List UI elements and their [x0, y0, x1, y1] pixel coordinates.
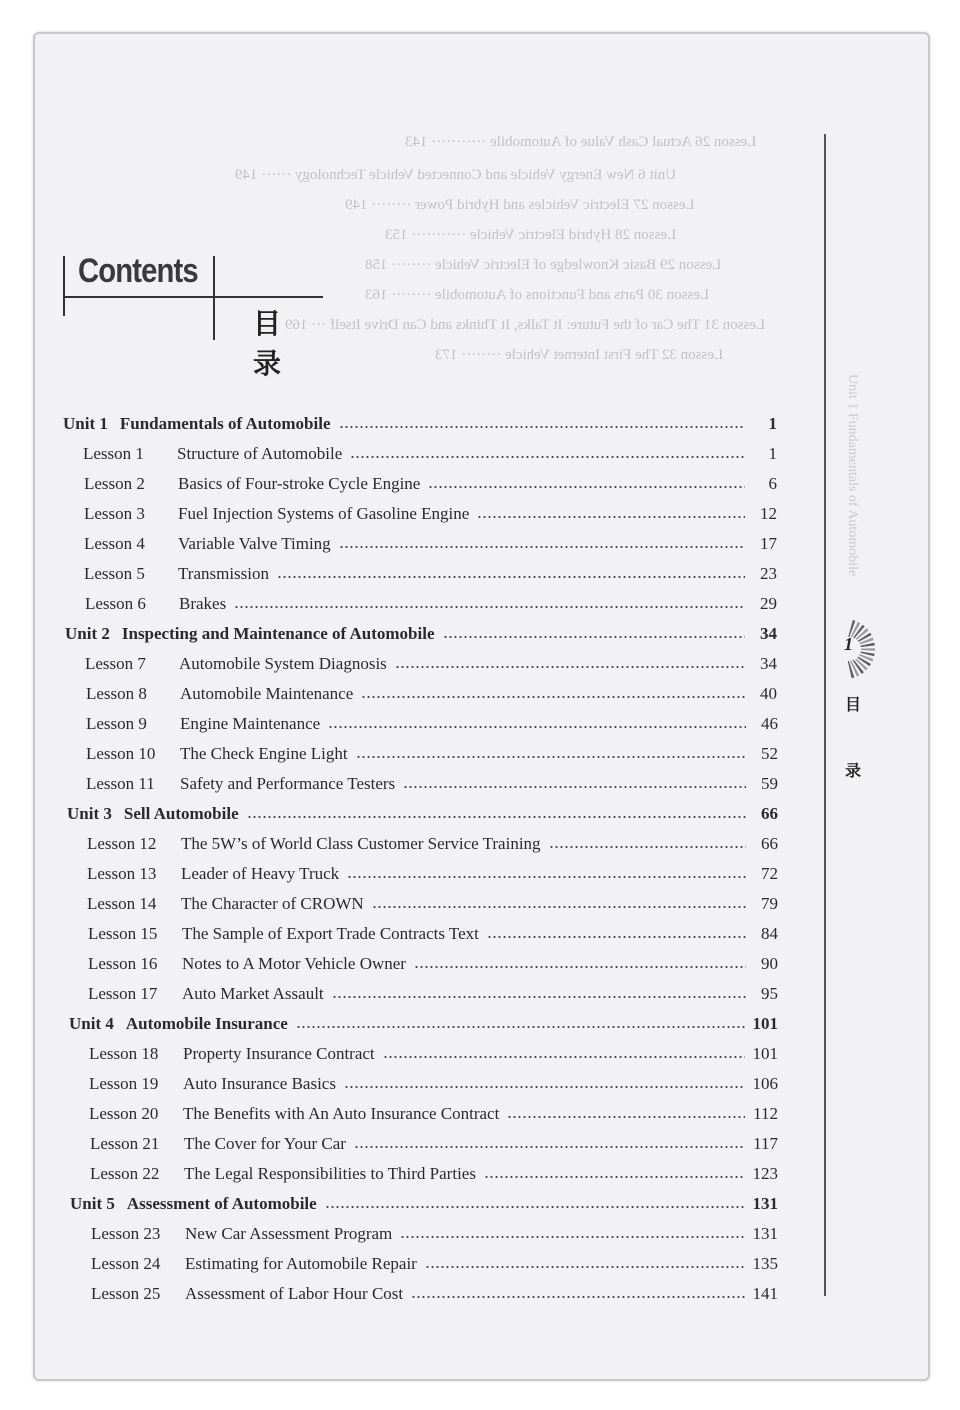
dot-leader: [356, 755, 746, 759]
page-number: 131: [752, 1194, 778, 1213]
dot-leader: [354, 1145, 745, 1149]
page-number: 46: [761, 714, 778, 733]
unit-number: Unit 1: [63, 414, 108, 433]
page-number: 72: [761, 864, 778, 883]
page-number: 95: [761, 984, 778, 1003]
dot-leader: [296, 1025, 745, 1029]
lesson-title: Automobile Maintenance: [180, 684, 354, 703]
dot-leader: [339, 425, 745, 429]
lesson-number: Lesson 22: [90, 1164, 160, 1183]
lesson-number: Lesson 15: [88, 924, 158, 943]
header-rule-horizontal: [63, 296, 323, 298]
unit-number: Unit 3: [67, 804, 112, 823]
lesson-number: Lesson 17: [88, 984, 158, 1003]
toc-unit-row: [70, 1192, 778, 1216]
toc-lesson-row: [86, 742, 778, 766]
lesson-number: Lesson 7: [85, 654, 146, 673]
lesson-number: Lesson 19: [89, 1074, 159, 1093]
lesson-title: The Check Engine Light: [180, 744, 348, 763]
shell-icon: [833, 616, 899, 682]
dot-leader: [487, 935, 746, 939]
dot-leader: [411, 1295, 744, 1299]
unit-number: Unit 5: [70, 1194, 115, 1213]
lesson-number: Lesson 21: [90, 1134, 160, 1153]
lesson-title: Auto Market Assault: [182, 984, 324, 1003]
unit-title: Sell Automobile: [123, 804, 239, 823]
lesson-title: Automobile System Diagnosis: [179, 654, 387, 673]
dot-leader: [507, 1115, 745, 1119]
lesson-number: Lesson 12: [87, 834, 157, 853]
page-number: 52: [761, 744, 778, 763]
lesson-number: Lesson 16: [88, 954, 158, 973]
lesson-title: Assessment of Labor Hour Cost: [185, 1284, 404, 1303]
dot-leader: [414, 965, 746, 969]
lesson-number: Lesson 6: [85, 594, 146, 613]
toc-lesson-row: [83, 442, 777, 466]
lesson-number: Lesson 8: [86, 684, 147, 703]
lesson-number: Lesson 13: [87, 864, 157, 883]
header-rule-middle: [213, 256, 215, 340]
unit-number: Unit 2: [65, 624, 110, 643]
dot-leader: [383, 1055, 745, 1059]
page-number: 34: [760, 624, 777, 643]
lesson-title: The Benefits with An Auto Insurance Contract: [183, 1104, 500, 1123]
dot-leader: [332, 995, 746, 999]
lesson-number: Lesson 20: [89, 1104, 159, 1123]
page-title-en: Contents: [78, 252, 198, 290]
dot-leader: [339, 545, 745, 549]
toc-lesson-row: [91, 1282, 778, 1306]
toc-lesson-row: [87, 892, 778, 916]
lesson-title: Engine Maintenance: [180, 714, 321, 733]
page-number: 59: [761, 774, 778, 793]
show-through-text: Lesson 26 Actual Cash Value of Automobile ··········· 143 Unit 6 New Energy Vehicle and Connected Vehicle Technology ······ 149 Lesson 27 Electric Vehicles and Hybrid Power ········ 149 Lesson 28 Hybrid Electric Vehicle ··········· 153 Lesson 29 Basic Knowledge of Electric Vehicle ········ 158 Lesson 30 Parts and Functions of Automobile ········ 163 Lesson 31 The Car of the Future: It Talks, It Thinks and Can Drive Itself ··· 169 Lesson 32 The First Internet Vehicle ········ 173: [235, 134, 766, 363]
toc-lesson-row: [87, 862, 778, 886]
dot-leader: [234, 605, 745, 609]
show-through-vertical-text: Unit 1 Fundamentals of Automobile: [845, 374, 860, 577]
lesson-number: Lesson 2: [84, 474, 145, 493]
dot-leader: [247, 815, 746, 819]
page-number: 17: [760, 534, 777, 553]
page-number: 34: [760, 654, 777, 673]
dot-leader: [395, 665, 745, 669]
page-number: 101: [752, 1014, 778, 1033]
page-number: 84: [761, 924, 778, 943]
lesson-number: Lesson 23: [91, 1224, 161, 1243]
vertical-rule: [824, 134, 826, 1296]
lesson-title: Basics of Four-stroke Cycle Engine: [178, 474, 421, 493]
toc-lesson-row: [84, 562, 777, 586]
unit-title: Fundamentals of Automobile: [119, 414, 331, 433]
lesson-title: Transmission: [178, 564, 270, 583]
lesson-title: The Legal Responsibilities to Third Parties: [184, 1164, 476, 1183]
toc-lesson-row: [86, 772, 778, 796]
toc-unit-row: [67, 802, 778, 826]
lesson-title: Property Insurance Contract: [183, 1044, 375, 1063]
toc-lesson-row: [87, 832, 778, 856]
dot-leader: [328, 725, 746, 729]
side-page-number: 1: [844, 634, 853, 654]
page-number: 66: [761, 834, 778, 853]
lesson-number: Lesson 4: [84, 534, 145, 553]
toc-lesson-row: [89, 1102, 778, 1126]
page-number: 6: [768, 474, 777, 493]
toc-unit-row: [69, 1012, 778, 1036]
page-number: 66: [761, 804, 778, 823]
toc-lesson-row: [84, 502, 777, 526]
lesson-title: Fuel Injection Systems of Gasoline Engine: [178, 504, 470, 523]
page-number: 106: [752, 1074, 778, 1093]
page-number: 135: [752, 1254, 778, 1273]
toc-lesson-row: [84, 472, 777, 496]
dot-leader: [425, 1265, 745, 1269]
toc-unit-row: [63, 412, 777, 436]
toc-lesson-row: [91, 1252, 778, 1276]
toc-unit-row: [65, 622, 777, 646]
toc-lesson-row: [90, 1162, 778, 1186]
page-number: 12: [760, 504, 777, 523]
toc-lesson-row: [89, 1072, 778, 1096]
dot-leader: [361, 695, 745, 699]
lesson-number: Lesson 10: [86, 744, 156, 763]
page-number: 112: [753, 1104, 778, 1123]
page-number: 79: [761, 894, 778, 913]
dot-leader: [477, 515, 745, 519]
page-number: 23: [760, 564, 777, 583]
book-page: [33, 32, 930, 1381]
toc-lesson-row: [85, 592, 777, 616]
dot-leader: [484, 1175, 745, 1179]
lesson-number: Lesson 11: [86, 774, 155, 793]
dot-leader: [443, 635, 745, 639]
lesson-title: Notes to A Motor Vehicle Owner: [182, 954, 406, 973]
dot-leader: [344, 1085, 745, 1089]
page-number: 1: [768, 444, 777, 463]
toc-lesson-row: [84, 532, 777, 556]
side-label-char-2: 录: [845, 761, 862, 780]
unit-number: Unit 4: [69, 1014, 114, 1033]
dot-leader: [347, 875, 746, 879]
lesson-title: Structure of Automobile: [177, 444, 343, 463]
page-number: 123: [752, 1164, 778, 1183]
lesson-number: Lesson 18: [89, 1044, 159, 1063]
toc-lesson-row: [86, 682, 777, 706]
lesson-title: The Character of CROWN: [181, 894, 364, 913]
page-number: 1: [768, 414, 777, 433]
lesson-title: New Car Assessment Program: [185, 1224, 393, 1243]
lesson-title: Safety and Performance Testers: [180, 774, 396, 793]
page-number: 90: [761, 954, 778, 973]
lesson-number: Lesson 3: [84, 504, 145, 523]
dot-leader: [372, 905, 746, 909]
dot-leader: [549, 845, 746, 849]
toc-lesson-row: [89, 1042, 778, 1066]
page-title-cn: 目录: [253, 307, 310, 380]
dot-leader: [400, 1235, 744, 1239]
dot-leader: [428, 485, 745, 489]
page-number: 29: [760, 594, 777, 613]
unit-title: Inspecting and Maintenance of Automobile: [121, 624, 435, 643]
lesson-number: Lesson 24: [91, 1254, 161, 1273]
lesson-number: Lesson 14: [87, 894, 157, 913]
page-number: 131: [752, 1224, 778, 1243]
toc-lesson-row: [86, 712, 778, 736]
lesson-title: Auto Insurance Basics: [183, 1074, 336, 1093]
dot-leader: [403, 785, 746, 789]
lesson-title: Variable Valve Timing: [178, 534, 331, 553]
toc-lesson-row: [91, 1222, 778, 1246]
header-rule-left: [63, 256, 65, 316]
lesson-title: The Cover for Your Car: [184, 1134, 346, 1153]
side-label-char-1: 目: [845, 695, 862, 714]
toc-lesson-row: [88, 982, 778, 1006]
lesson-number: Lesson 25: [91, 1284, 161, 1303]
page-number: 117: [753, 1134, 778, 1153]
toc-lesson-row: [88, 952, 778, 976]
dot-leader: [350, 455, 745, 459]
dot-leader: [325, 1205, 745, 1209]
toc-lesson-row: [90, 1132, 778, 1156]
page-number: 141: [752, 1284, 778, 1303]
lesson-title: The 5W’s of World Class Customer Service Training: [181, 834, 541, 853]
toc-lesson-row: [88, 922, 778, 946]
lesson-title: Leader of Heavy Truck: [181, 864, 340, 883]
toc-lesson-row: [85, 652, 777, 676]
lesson-title: Estimating for Automobile Repair: [185, 1254, 417, 1273]
lesson-title: The Sample of Export Trade Contracts Text: [182, 924, 479, 943]
lesson-number: Lesson 5: [84, 564, 145, 583]
lesson-number: Lesson 9: [86, 714, 147, 733]
lesson-number: Lesson 1: [83, 444, 144, 463]
unit-title: Assessment of Automobile: [126, 1194, 317, 1213]
unit-title: Automobile Insurance: [125, 1014, 288, 1033]
page-number: 40: [760, 684, 777, 703]
contents-header: [63, 252, 363, 380]
page-number: 101: [752, 1044, 778, 1063]
lesson-title: Brakes: [179, 594, 227, 613]
dot-leader: [277, 575, 745, 579]
